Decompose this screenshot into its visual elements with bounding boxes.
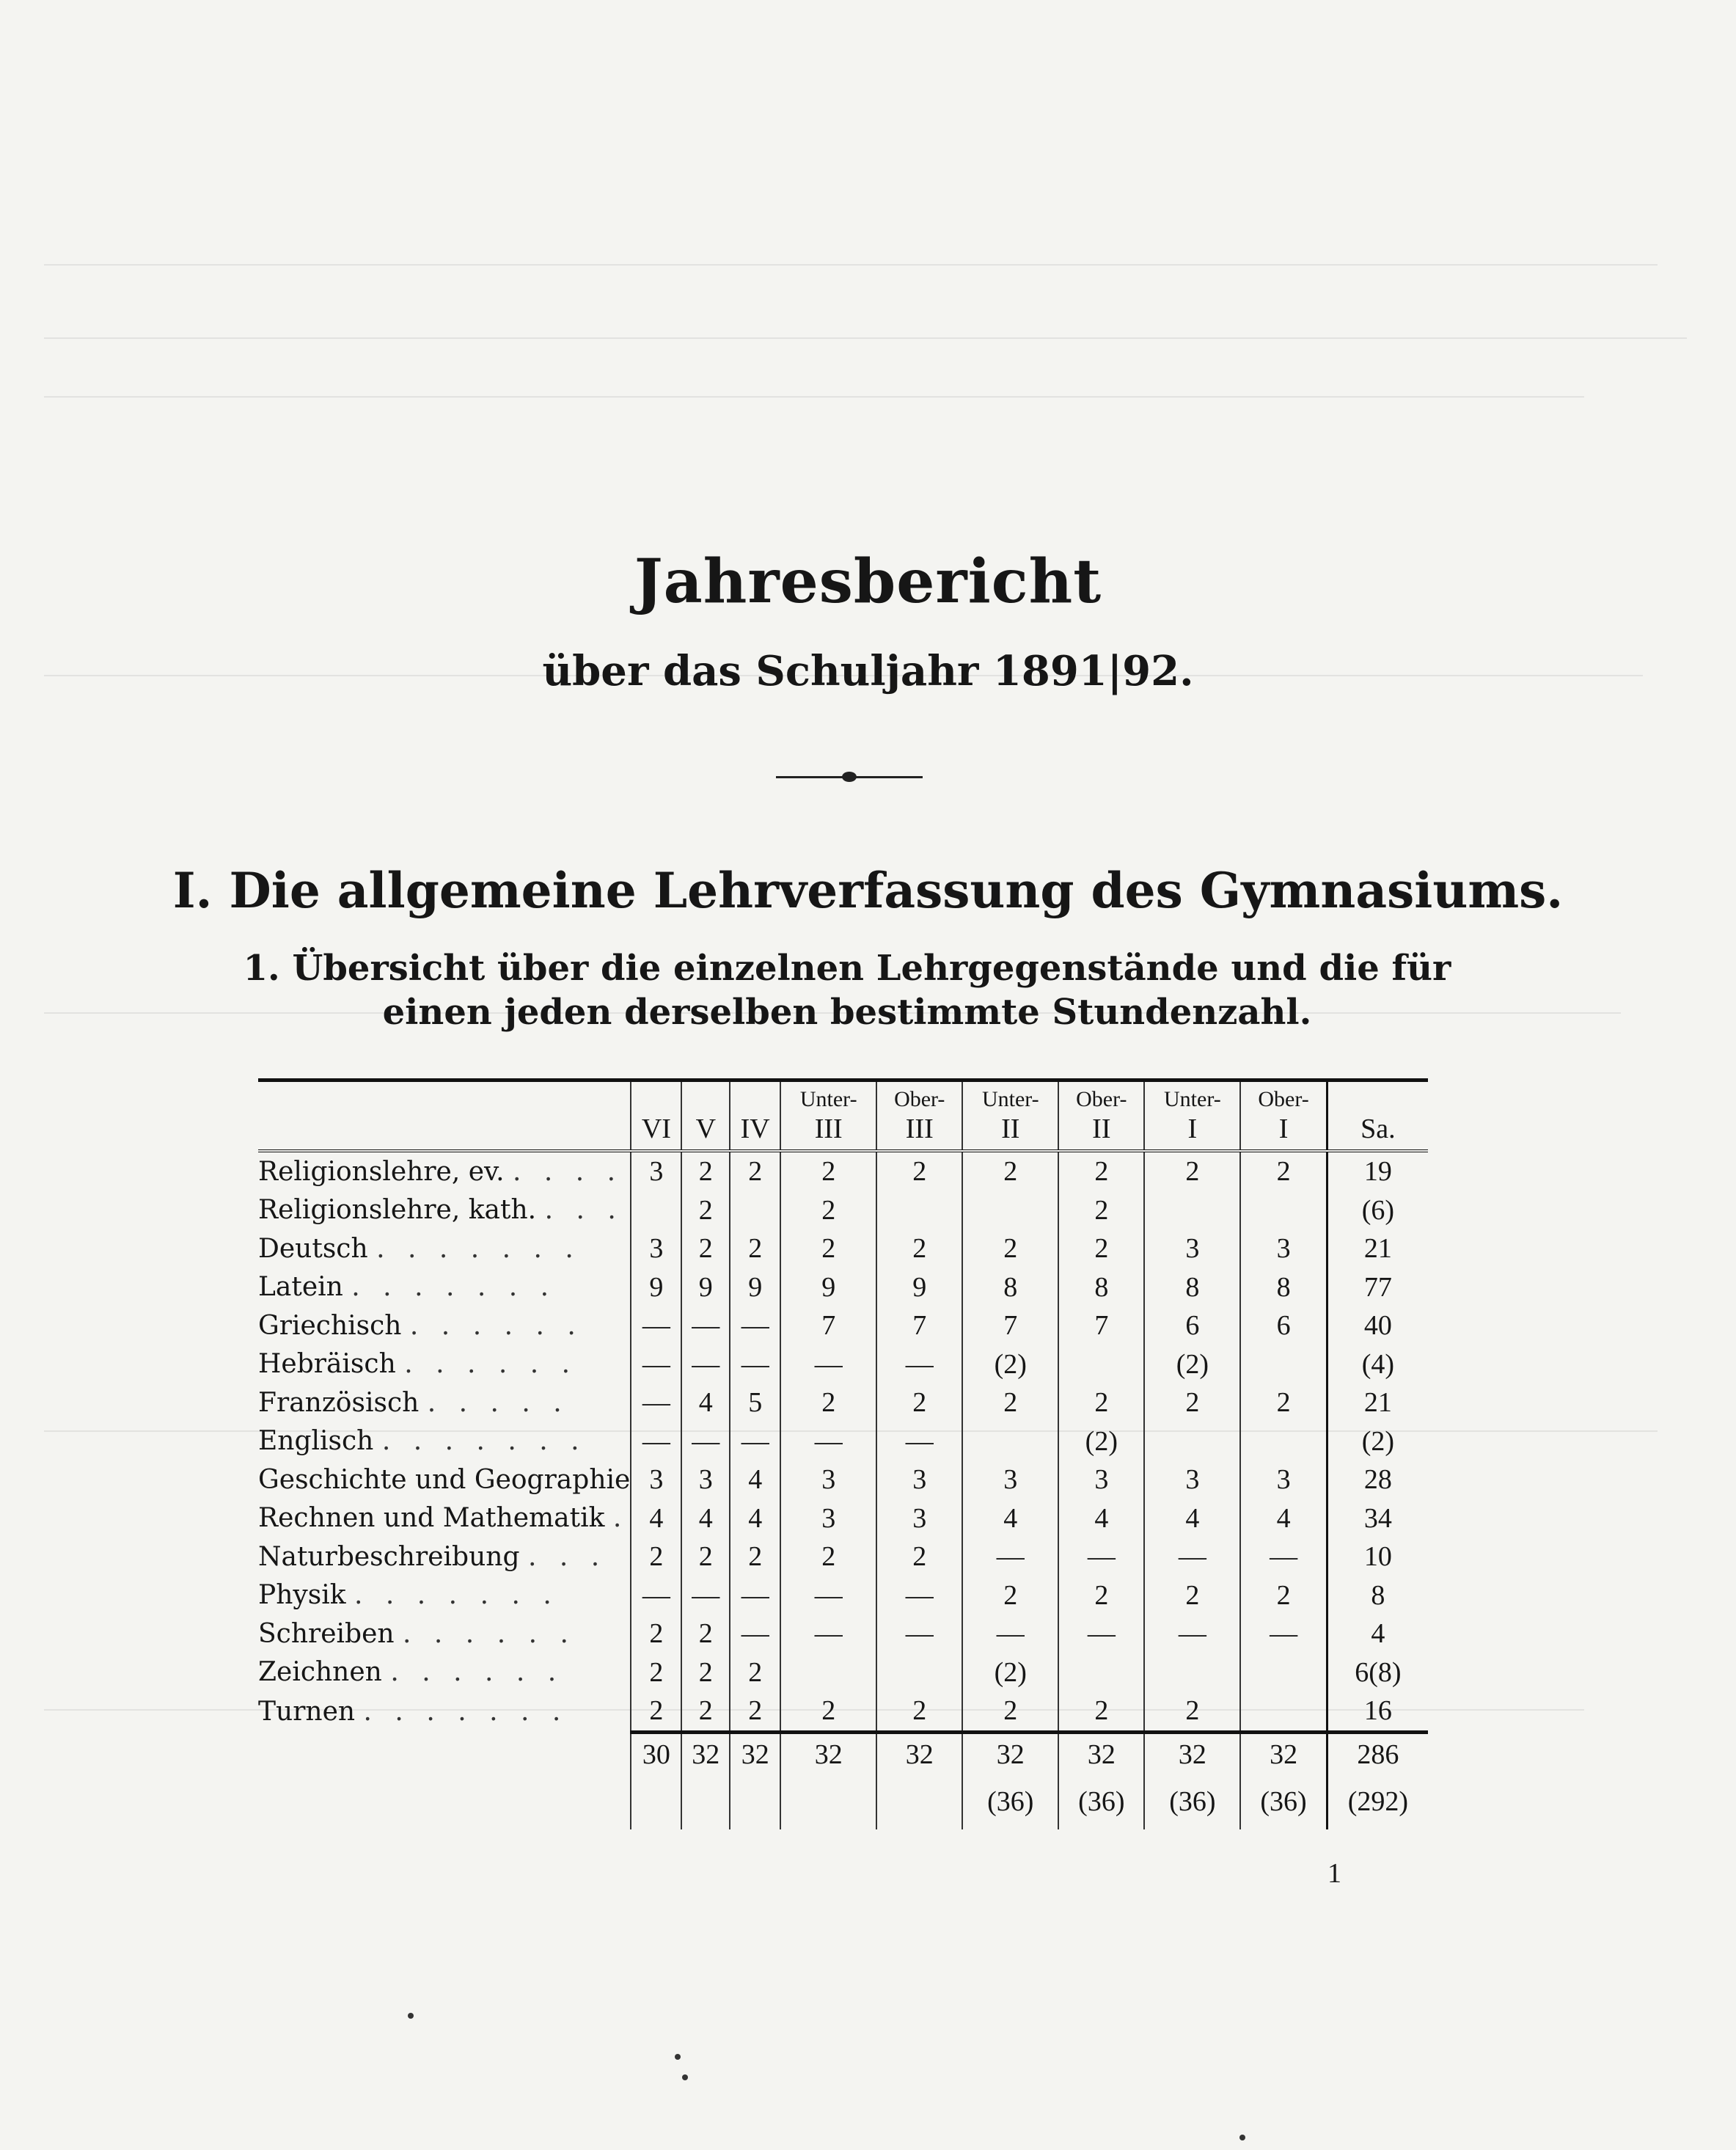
hours-cell: 2 — [780, 1383, 876, 1422]
hours-cell: 3 — [1144, 1460, 1240, 1499]
total-cell — [780, 1785, 876, 1829]
hours-cell: — — [631, 1422, 681, 1461]
lesson-hours-table-wrapper — [258, 1078, 1428, 1829]
hours-cell: 2 — [681, 1653, 730, 1692]
hours-cell: 8 — [1058, 1268, 1144, 1307]
leader-dots: . . . . . . — [390, 1657, 564, 1688]
subject-cell — [258, 1615, 631, 1653]
hours-cell — [1240, 1692, 1327, 1732]
hours-cell: — — [962, 1537, 1058, 1576]
total-cell: 32 — [876, 1732, 962, 1785]
table-row — [258, 1268, 1428, 1307]
total-cell: 32 — [681, 1732, 730, 1785]
section-heading: I. Die allgemeine Lehrverfassung des Gymnasiums. — [172, 862, 1564, 919]
subject-name: Englisch — [258, 1426, 374, 1457]
hours-cell: — — [1240, 1615, 1327, 1653]
leader-dots: . . . . . . . — [351, 1272, 557, 1303]
sum-cell: (6) — [1327, 1191, 1428, 1230]
table-header-row — [258, 1082, 1428, 1151]
hours-cell: 2 — [1144, 1692, 1240, 1732]
subject-cell — [258, 1229, 631, 1268]
hours-cell: 2 — [730, 1229, 780, 1268]
hours-cell: — — [631, 1306, 681, 1345]
table-row — [258, 1615, 1428, 1653]
hours-cell: 2 — [730, 1151, 780, 1191]
hours-cell: 6 — [1240, 1306, 1327, 1345]
column-header-label: III — [814, 1114, 843, 1144]
hours-cell: 2 — [876, 1229, 962, 1268]
page-number: 1 — [1327, 1858, 1341, 1889]
column-header-1 — [681, 1082, 730, 1151]
hours-cell: 2 — [962, 1229, 1058, 1268]
subject-name: Zeichnen — [258, 1657, 382, 1688]
subject-name: Französisch — [258, 1387, 420, 1418]
subject-cell — [258, 1499, 631, 1538]
subject-cell — [258, 1383, 631, 1422]
hours-cell: — — [1144, 1615, 1240, 1653]
hours-cell: 2 — [1058, 1383, 1144, 1422]
table-row — [258, 1229, 1428, 1268]
leader-dots: . . . . . . — [403, 1618, 576, 1649]
hours-cell: — — [631, 1345, 681, 1384]
hours-cell: 2 — [780, 1151, 876, 1191]
divider-ornament — [842, 772, 857, 782]
hours-cell: 4 — [1058, 1499, 1144, 1538]
total-cell: (36) — [1240, 1785, 1327, 1829]
column-header-7 — [1144, 1082, 1240, 1151]
leader-dots: . . . . . . . — [376, 1233, 581, 1264]
hours-cell: 8 — [962, 1268, 1058, 1307]
sum-cell: (4) — [1327, 1345, 1428, 1384]
hours-cell: 3 — [1240, 1460, 1327, 1499]
hours-cell: 9 — [631, 1268, 681, 1307]
totals-label-cell — [258, 1785, 631, 1829]
hours-cell: 3 — [681, 1460, 730, 1499]
hours-cell: 9 — [681, 1268, 730, 1307]
hours-cell — [730, 1191, 780, 1230]
hours-cell: 4 — [1144, 1499, 1240, 1538]
hours-cell: 2 — [780, 1692, 876, 1732]
hours-cell: 2 — [962, 1383, 1058, 1422]
subsection-heading: 1. Übersicht über die einzelnen Lehrgegenstände und die für einen jeden derselben bestimmte Stundenzahl. — [243, 948, 1451, 1033]
hours-cell: 2 — [876, 1537, 962, 1576]
hours-cell — [1058, 1345, 1144, 1384]
subject-name: Physik — [258, 1580, 346, 1611]
column-header-prefix: Unter- — [981, 1087, 1039, 1111]
hours-cell: 7 — [780, 1306, 876, 1345]
hours-cell: — — [780, 1615, 876, 1653]
table-row — [258, 1537, 1428, 1576]
total-cell: 32 — [1240, 1732, 1327, 1785]
hours-cell: 2 — [681, 1537, 730, 1576]
hours-cell: — — [876, 1345, 962, 1384]
column-header-label: I — [1278, 1114, 1289, 1144]
hours-cell: 2 — [1058, 1151, 1144, 1191]
hours-cell: 2 — [1058, 1692, 1144, 1732]
hours-cell: 4 — [1240, 1499, 1327, 1538]
hours-cell: — — [681, 1306, 730, 1345]
totals-alt-row — [258, 1785, 1428, 1829]
hours-cell — [780, 1653, 876, 1692]
leader-dots: . . . . . — [427, 1387, 569, 1418]
total-cell: 32 — [962, 1732, 1058, 1785]
subject-cell — [258, 1576, 631, 1615]
hours-cell: 2 — [1144, 1576, 1240, 1615]
hours-cell: 3 — [1240, 1229, 1327, 1268]
subject-name: Religionslehre, ev. — [258, 1156, 505, 1187]
hours-cell: (2) — [962, 1345, 1058, 1384]
subject-name: Deutsch — [258, 1233, 368, 1264]
total-cell: 32 — [730, 1732, 780, 1785]
hours-cell: 7 — [962, 1306, 1058, 1345]
hours-cell: 3 — [1058, 1460, 1144, 1499]
table-row — [258, 1499, 1428, 1538]
hours-cell: — — [730, 1345, 780, 1384]
hours-cell — [1144, 1653, 1240, 1692]
hours-cell: — — [780, 1576, 876, 1615]
hours-cell: 7 — [876, 1306, 962, 1345]
subject-name: Latein — [258, 1272, 343, 1303]
hours-cell — [1144, 1191, 1240, 1230]
leader-dots: . . . . . . — [409, 1310, 583, 1341]
hours-cell: 2 — [780, 1191, 876, 1230]
hours-cell: — — [1058, 1537, 1144, 1576]
hours-cell: (2) — [962, 1653, 1058, 1692]
column-header-label: I — [1187, 1114, 1198, 1144]
table-row — [258, 1306, 1428, 1345]
subject-name: Griechisch — [258, 1310, 402, 1341]
hours-cell — [1240, 1191, 1327, 1230]
sum-cell: 21 — [1327, 1383, 1428, 1422]
document-title: Jahresbericht — [634, 546, 1102, 617]
hours-cell: 2 — [730, 1692, 780, 1732]
table-row — [258, 1576, 1428, 1615]
leader-dots: . . . . — [513, 1156, 623, 1187]
hours-cell: 9 — [876, 1268, 962, 1307]
hours-cell: 3 — [1144, 1229, 1240, 1268]
subject-cell — [258, 1345, 631, 1384]
hours-cell — [962, 1422, 1058, 1461]
hours-cell: 2 — [730, 1537, 780, 1576]
total-cell — [876, 1785, 962, 1829]
sum-cell: 34 — [1327, 1499, 1428, 1538]
hours-cell: — — [681, 1422, 730, 1461]
total-cell: 286 — [1327, 1732, 1428, 1785]
column-header-label: VI — [641, 1114, 671, 1144]
lesson-hours-table — [258, 1078, 1428, 1829]
hours-cell: 5 — [730, 1383, 780, 1422]
hours-cell: 2 — [681, 1692, 730, 1732]
totals-row — [258, 1732, 1428, 1785]
total-cell: 32 — [1144, 1732, 1240, 1785]
hours-cell — [1240, 1653, 1327, 1692]
hours-cell: 2 — [876, 1151, 962, 1191]
column-header-prefix: Ober- — [1258, 1087, 1309, 1111]
subject-name: Hebräisch — [258, 1349, 396, 1380]
hours-cell: — — [780, 1345, 876, 1384]
hours-cell: 9 — [780, 1268, 876, 1307]
hours-cell: 2 — [631, 1537, 681, 1576]
hours-cell: 2 — [1240, 1151, 1327, 1191]
column-header-label: IV — [740, 1114, 770, 1144]
hours-cell: 2 — [631, 1692, 681, 1732]
hours-cell: — — [962, 1615, 1058, 1653]
document-subtitle: über das Schuljahr 1891|92. — [542, 647, 1194, 695]
hours-cell: — — [876, 1422, 962, 1461]
total-cell: (36) — [1144, 1785, 1240, 1829]
hours-cell: 3 — [631, 1460, 681, 1499]
column-header-label: V — [695, 1114, 717, 1144]
leader-dots: . . . . . . — [404, 1349, 578, 1380]
hours-cell — [1144, 1422, 1240, 1461]
hours-cell: 4 — [962, 1499, 1058, 1538]
hours-cell: (2) — [1058, 1422, 1144, 1461]
leader-dots: . . . — [527, 1541, 607, 1572]
hours-cell: — — [730, 1422, 780, 1461]
table-row — [258, 1422, 1428, 1461]
subject-name: Turnen — [258, 1697, 356, 1727]
hours-cell: 4 — [681, 1499, 730, 1538]
hours-cell: — — [730, 1306, 780, 1345]
hours-cell: 2 — [1240, 1383, 1327, 1422]
hours-cell — [1240, 1422, 1327, 1461]
column-header-3 — [780, 1082, 876, 1151]
leader-dots: . . . — [544, 1195, 623, 1226]
hours-cell — [1058, 1653, 1144, 1692]
sum-cell: 77 — [1327, 1268, 1428, 1307]
hours-cell: 2 — [1058, 1576, 1144, 1615]
hours-cell: — — [876, 1576, 962, 1615]
hours-cell: (2) — [1144, 1345, 1240, 1384]
hours-cell: 3 — [876, 1460, 962, 1499]
column-header-5 — [962, 1082, 1058, 1151]
table-row — [258, 1383, 1428, 1422]
subject-column-header — [258, 1082, 631, 1151]
leader-dots: . — [612, 1503, 629, 1534]
column-header-label: III — [905, 1114, 934, 1144]
hours-cell: 6 — [1144, 1306, 1240, 1345]
hours-cell: 4 — [730, 1460, 780, 1499]
subject-cell — [258, 1692, 631, 1732]
hours-cell: 3 — [962, 1460, 1058, 1499]
subject-name: Geschichte und Geographie — [258, 1464, 631, 1495]
sum-cell: (2) — [1327, 1422, 1428, 1461]
hours-cell: 2 — [1144, 1151, 1240, 1191]
column-header-0 — [631, 1082, 681, 1151]
sum-cell: 40 — [1327, 1306, 1428, 1345]
subject-name: Religionslehre, kath. — [258, 1195, 537, 1226]
table-row — [258, 1191, 1428, 1230]
subject-name: Schreiben — [258, 1618, 395, 1649]
hours-cell: — — [876, 1615, 962, 1653]
sum-cell: 6(8) — [1327, 1653, 1428, 1692]
column-header-9 — [1327, 1082, 1428, 1151]
hours-cell: 4 — [681, 1383, 730, 1422]
hours-cell: — — [1058, 1615, 1144, 1653]
hours-cell: 2 — [631, 1653, 681, 1692]
hours-cell: — — [1144, 1537, 1240, 1576]
hours-cell: 4 — [631, 1499, 681, 1538]
column-header-8 — [1240, 1082, 1327, 1151]
leader-dots: . . . . . . . — [381, 1426, 587, 1457]
sum-cell: 10 — [1327, 1537, 1428, 1576]
hours-cell: 2 — [681, 1615, 730, 1653]
sum-cell: 19 — [1327, 1151, 1428, 1191]
sum-cell: 21 — [1327, 1229, 1428, 1268]
sum-cell: 4 — [1327, 1615, 1428, 1653]
hours-cell: 4 — [730, 1499, 780, 1538]
subject-name: Rechnen und Mathematik — [258, 1503, 605, 1534]
hours-cell: 2 — [681, 1229, 730, 1268]
hours-cell: 2 — [876, 1383, 962, 1422]
column-header-prefix: Ober- — [894, 1087, 945, 1111]
hours-cell: 3 — [876, 1499, 962, 1538]
hours-cell: 2 — [631, 1615, 681, 1653]
totals-label-cell — [258, 1732, 631, 1785]
leader-dots: . . . . . . . — [363, 1697, 568, 1727]
table-row — [258, 1653, 1428, 1692]
table-row — [258, 1692, 1428, 1732]
hours-cell: 2 — [681, 1191, 730, 1230]
total-cell — [681, 1785, 730, 1829]
hours-cell — [962, 1191, 1058, 1230]
hours-cell: 8 — [1240, 1268, 1327, 1307]
hours-cell: 2 — [876, 1692, 962, 1732]
hours-cell: 2 — [780, 1229, 876, 1268]
hours-cell: 7 — [1058, 1306, 1144, 1345]
column-header-prefix: Ober- — [1076, 1087, 1127, 1111]
column-header-label: II — [1092, 1114, 1111, 1144]
hours-cell: — — [631, 1576, 681, 1615]
table-row — [258, 1151, 1428, 1191]
subject-cell — [258, 1306, 631, 1345]
total-cell: 30 — [631, 1732, 681, 1785]
hours-cell: — — [1240, 1537, 1327, 1576]
hours-cell: 2 — [1144, 1383, 1240, 1422]
hours-cell: 3 — [631, 1151, 681, 1191]
hours-cell — [876, 1191, 962, 1230]
total-cell — [631, 1785, 681, 1829]
hours-cell: 3 — [780, 1499, 876, 1538]
hours-cell: 2 — [780, 1537, 876, 1576]
subject-cell — [258, 1268, 631, 1307]
subject-cell — [258, 1151, 631, 1191]
subject-name: Naturbeschreibung — [258, 1541, 520, 1572]
subject-cell — [258, 1422, 631, 1461]
hours-cell: 2 — [1058, 1229, 1144, 1268]
column-header-prefix: Unter- — [1164, 1087, 1221, 1111]
hours-cell: 2 — [1240, 1576, 1327, 1615]
hours-cell: 3 — [631, 1229, 681, 1268]
sum-cell: 28 — [1327, 1460, 1428, 1499]
total-cell: 32 — [1058, 1732, 1144, 1785]
hours-cell: 2 — [681, 1151, 730, 1191]
hours-cell — [631, 1191, 681, 1230]
subject-cell — [258, 1460, 631, 1499]
total-cell — [730, 1785, 780, 1829]
subject-cell — [258, 1653, 631, 1692]
hours-cell: — — [681, 1345, 730, 1384]
leader-dots: . . . . . . . — [354, 1580, 559, 1611]
hours-cell: 2 — [1058, 1191, 1144, 1230]
table-row — [258, 1345, 1428, 1384]
sum-cell: 8 — [1327, 1576, 1428, 1615]
table-body — [258, 1151, 1428, 1829]
total-cell: 32 — [780, 1732, 876, 1785]
hours-cell: — — [730, 1576, 780, 1615]
hours-cell: 2 — [730, 1653, 780, 1692]
total-cell: (36) — [1058, 1785, 1144, 1829]
total-cell: (36) — [962, 1785, 1058, 1829]
column-header-2 — [730, 1082, 780, 1151]
sum-cell: 16 — [1327, 1692, 1428, 1732]
hours-cell: — — [780, 1422, 876, 1461]
hours-cell: 2 — [962, 1692, 1058, 1732]
total-cell: (292) — [1327, 1785, 1428, 1829]
hours-cell: 9 — [730, 1268, 780, 1307]
hours-cell: — — [631, 1383, 681, 1422]
hours-cell — [876, 1653, 962, 1692]
subject-cell — [258, 1537, 631, 1576]
column-header-4 — [876, 1082, 962, 1151]
column-header-label: II — [1001, 1114, 1020, 1144]
column-header-label: Sa. — [1360, 1114, 1396, 1144]
hours-cell: 8 — [1144, 1268, 1240, 1307]
table-row — [258, 1460, 1428, 1499]
hours-cell: 2 — [962, 1151, 1058, 1191]
hours-cell — [1240, 1345, 1327, 1384]
column-header-prefix: Unter- — [799, 1087, 857, 1111]
column-header-6 — [1058, 1082, 1144, 1151]
hours-cell: — — [681, 1576, 730, 1615]
subject-cell — [258, 1191, 631, 1230]
hours-cell: 2 — [962, 1576, 1058, 1615]
hours-cell: 3 — [780, 1460, 876, 1499]
hours-cell: — — [730, 1615, 780, 1653]
